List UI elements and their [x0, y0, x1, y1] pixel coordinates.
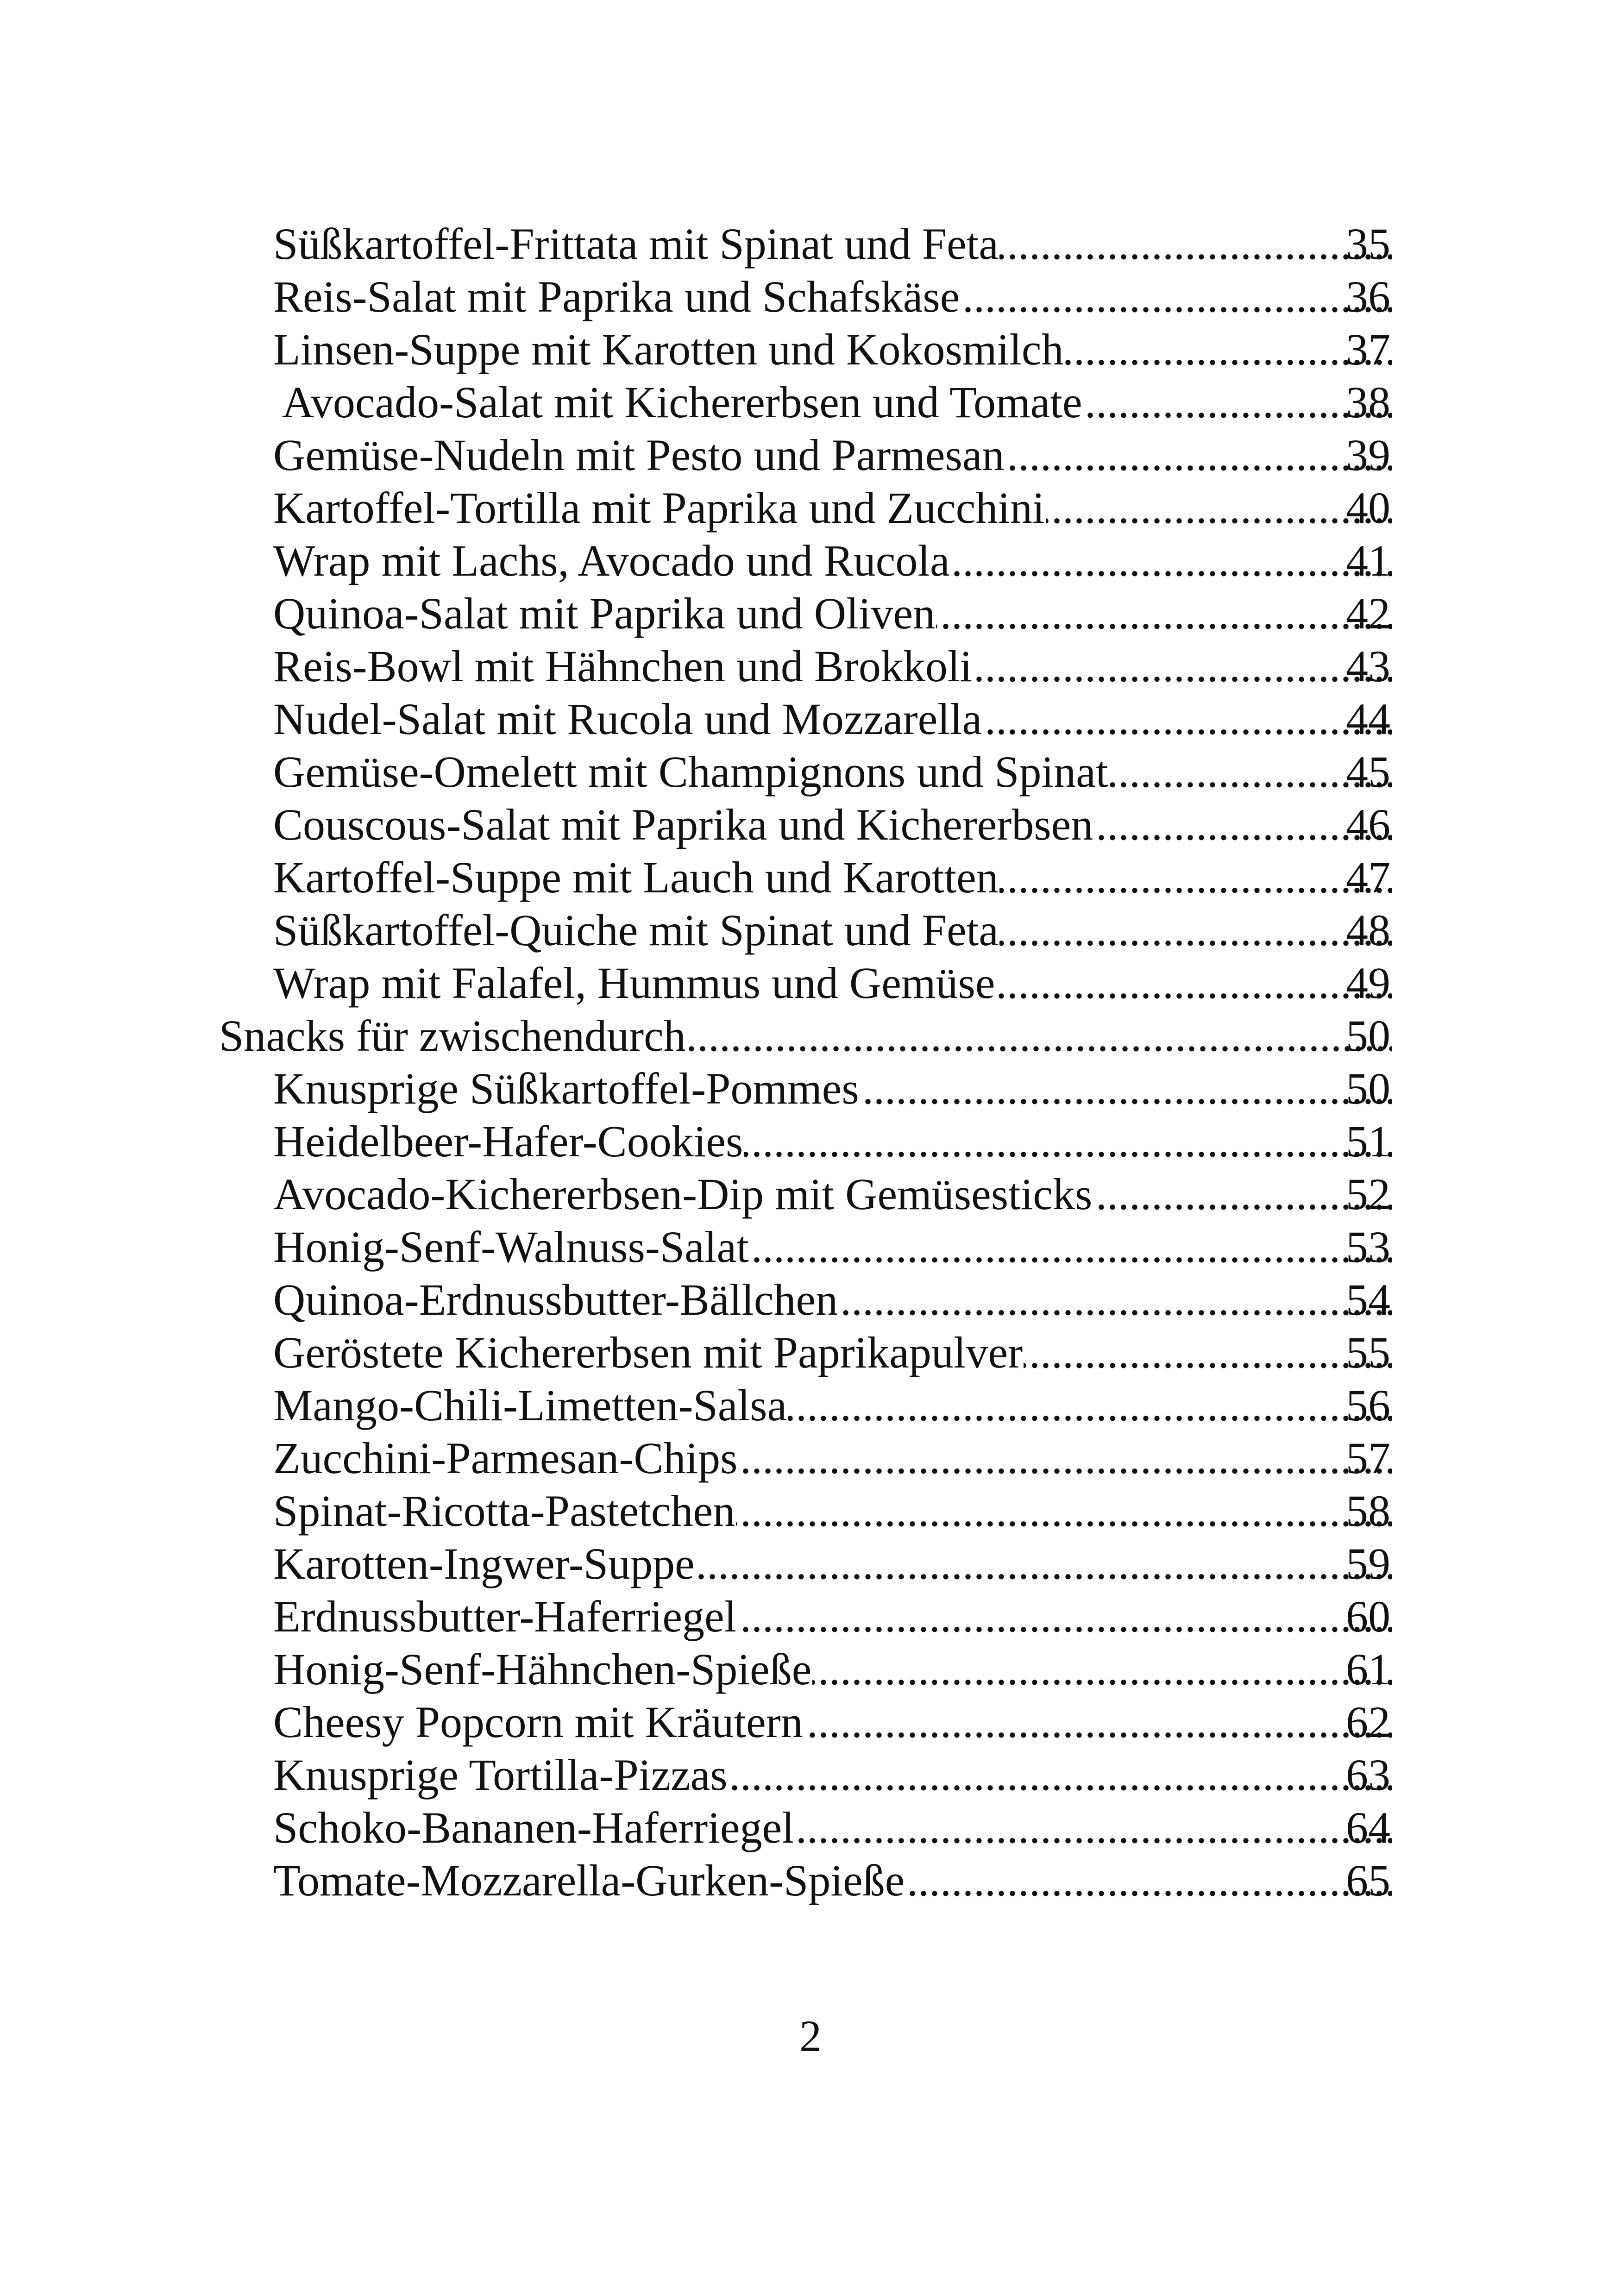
toc-entry[interactable] [0, 323, 1621, 376]
toc-entry[interactable] [0, 1168, 1621, 1221]
toc-entry-title [273, 376, 1392, 429]
toc-entry-title-text: Spinat-Ricotta-Pastetchen [273, 1486, 735, 1536]
toc-entry-title-text: Quinoa-Salat mit Paprika und Oliven [273, 589, 936, 638]
toc-entry[interactable] [0, 1643, 1621, 1696]
toc-entry[interactable] [0, 1379, 1621, 1432]
toc-entry-page-number: 52 [1346, 1169, 1390, 1219]
toc-entry[interactable] [0, 587, 1621, 640]
toc-entry-title [273, 323, 1392, 376]
toc-entry-page-number: 56 [1346, 1380, 1390, 1430]
toc-entry[interactable] [0, 1062, 1621, 1115]
toc-entry[interactable] [0, 1854, 1621, 1907]
toc-entry-title [273, 1696, 1392, 1749]
toc-entry-page-number: 53 [1346, 1222, 1390, 1272]
toc-entry[interactable] [0, 1221, 1621, 1273]
toc-entry-title [273, 1801, 1392, 1854]
toc-entry[interactable] [0, 1590, 1621, 1643]
toc-entry[interactable] [0, 693, 1621, 746]
toc-entry-page-number: 43 [1346, 641, 1390, 691]
toc-entry-title [273, 429, 1392, 482]
toc-entry-title-text: Knusprige Süßkartoffel-Pommes [273, 1064, 859, 1113]
toc-entry-page-number: 57 [1346, 1433, 1390, 1483]
toc-entry-title [273, 640, 1392, 693]
toc-entry-title [273, 482, 1392, 534]
toc-entry-page-number: 54 [1346, 1275, 1390, 1324]
toc-entry[interactable] [0, 904, 1621, 957]
toc-entry-page-number: 41 [1346, 536, 1390, 585]
toc-entry-page-number: 60 [1346, 1592, 1390, 1641]
toc-entry[interactable] [0, 1801, 1621, 1854]
toc-entry-page-number: 39 [1346, 430, 1390, 480]
toc-entry[interactable] [0, 1696, 1621, 1749]
toc-entry-title-text: Geröstete Kichererbsen mit Paprikapulver [273, 1328, 1023, 1377]
toc-entry-title [273, 746, 1392, 798]
toc-entry-page-number: 49 [1346, 958, 1390, 1008]
toc-entry-title-text: Erdnussbutter-Haferriegel [273, 1592, 737, 1641]
toc-entry-page-number: 61 [1346, 1644, 1390, 1694]
toc-entry-title [273, 1326, 1392, 1379]
toc-entry-title-text: Avocado-Salat mit Kichererbsen und Tomate [273, 377, 1082, 427]
toc-entry-title [273, 1485, 1392, 1537]
toc-entry[interactable] [0, 534, 1621, 587]
toc-entry-page-number: 47 [1346, 853, 1390, 902]
toc-entry-page-number: 45 [1346, 747, 1390, 797]
toc-entry-title-text: Avocado-Kichererbsen-Dip mit Gemüsesticks [273, 1169, 1093, 1219]
toc-entry-page-number: 50 [1346, 1011, 1390, 1060]
toc-entry-title [273, 270, 1392, 323]
toc-entry-page-number: 64 [1346, 1803, 1390, 1852]
toc-entry-page-number: 38 [1346, 377, 1390, 427]
toc-entry[interactable] [0, 851, 1621, 904]
toc-entry-title-text: Honig-Senf-Hähnchen-Spieße [273, 1644, 812, 1694]
toc-entry-page-number: 44 [1346, 694, 1390, 744]
toc-entry[interactable] [0, 1485, 1621, 1537]
toc-entry-title-text: Süßkartoffel-Quiche mit Spinat und Feta [273, 905, 999, 955]
toc-entry-page-number: 48 [1346, 905, 1390, 955]
toc-entry-page-number: 35 [1346, 219, 1390, 269]
toc-entry-page-number: 59 [1346, 1539, 1390, 1588]
toc-entry-title-text: Snacks für zwischendurch [219, 1011, 686, 1060]
toc-entry[interactable] [0, 1537, 1621, 1590]
toc-entry-title-text: Gemüse-Nudeln mit Pesto und Parmesan [273, 430, 1005, 480]
toc-entry-page-number: 51 [1346, 1117, 1390, 1166]
toc-entry[interactable] [0, 1749, 1621, 1801]
toc-entry-title [273, 534, 1392, 587]
toc-entry-title-text: Wrap mit Falafel, Hummus und Gemüse [273, 958, 995, 1008]
toc-entry[interactable] [0, 1115, 1621, 1168]
toc-entry-page-number: 63 [1346, 1750, 1390, 1800]
toc-entry-title [273, 1590, 1392, 1643]
toc-entry-title-text: Süßkartoffel-Frittata mit Spinat und Feta [273, 219, 999, 269]
toc-entry-page-number: 40 [1346, 483, 1390, 533]
toc-entry-title-text: Kartoffel-Tortilla mit Paprika und Zucchini [273, 483, 1045, 533]
toc-entry-title [273, 904, 1392, 957]
toc-entry[interactable] [0, 429, 1621, 482]
toc-entry-title [273, 957, 1392, 1010]
toc-entry-title-text: Knusprige Tortilla-Pizzas [273, 1750, 728, 1800]
toc-entry[interactable] [0, 798, 1621, 851]
toc-entry[interactable] [0, 640, 1621, 693]
toc-entry-page-number: 58 [1346, 1486, 1390, 1536]
toc-entry-title-text: Cheesy Popcorn mit Kräutern [273, 1697, 803, 1747]
toc-entry-title [273, 218, 1392, 270]
toc-entry-title [273, 1749, 1392, 1801]
toc-entry-title [273, 1854, 1392, 1907]
toc-entry-title-text: Wrap mit Lachs, Avocado und Rucola [273, 536, 950, 585]
toc-entry-title-text: Quinoa-Erdnussbutter-Bällchen [273, 1275, 838, 1324]
toc-entry-title-text: Honig-Senf-Walnuss-Salat [273, 1222, 749, 1272]
toc-entry-page-number: 65 [1346, 1856, 1390, 1905]
toc-entry[interactable] [0, 218, 1621, 270]
toc-entry-title [273, 1537, 1392, 1590]
toc-entry-page-number: 62 [1346, 1697, 1390, 1747]
toc-entry-title [273, 851, 1392, 904]
toc-entry-title-text: Linsen-Suppe mit Karotten und Kokosmilch [273, 325, 1064, 374]
toc-entry-page-number: 46 [1346, 800, 1390, 849]
toc-entry-title-text: Karotten-Ingwer-Suppe [273, 1539, 695, 1588]
toc-entry-title-text: Kartoffel-Suppe mit Lauch und Karotten [273, 853, 999, 902]
toc-section-heading[interactable] [0, 1010, 1621, 1062]
toc-entry-page-number: 37 [1346, 325, 1390, 374]
toc-entry-title [273, 1379, 1392, 1432]
toc-entry-title-text: Reis-Bowl mit Hähnchen und Brokkoli [273, 641, 973, 691]
toc-entry-title [273, 1643, 1392, 1696]
toc-entry-title [273, 1273, 1392, 1326]
toc-entry-title-text: Couscous-Salat mit Paprika und Kichererbsen [273, 800, 1093, 849]
toc-entry-title-text: Gemüse-Omelett mit Champignons und Spinat [273, 747, 1108, 797]
toc-entry-title [219, 1010, 1392, 1062]
toc-entry[interactable] [0, 746, 1621, 798]
toc-entry-page-number: 42 [1346, 589, 1390, 638]
toc-entry-title-text: Schoko-Bananen-Haferriegel [273, 1803, 794, 1852]
toc-entry-page-number: 50 [1346, 1064, 1390, 1113]
toc-entry-title [273, 693, 1392, 746]
toc-entry[interactable] [0, 1432, 1621, 1485]
toc-entry-title [273, 798, 1392, 851]
toc-entry-page-number: 55 [1346, 1328, 1390, 1377]
table-of-contents [0, 218, 1621, 1907]
toc-entry[interactable] [0, 482, 1621, 534]
toc-entry-title [273, 1115, 1392, 1168]
toc-entry-title [273, 1062, 1392, 1115]
toc-entry-page-number: 36 [1346, 272, 1390, 321]
toc-entry-title-text: Tomate-Mozzarella-Gurken-Spieße [273, 1856, 905, 1905]
page-number: 2 [799, 2011, 822, 2061]
toc-entry-title [273, 1168, 1392, 1221]
toc-entry-title-text: Mango-Chili-Limetten-Salsa [273, 1380, 787, 1430]
toc-entry-title [273, 587, 1392, 640]
toc-entry[interactable] [0, 376, 1621, 429]
toc-entry-title [273, 1432, 1392, 1485]
toc-entry-title [273, 1221, 1392, 1273]
toc-entry-title-text: Zucchini-Parmesan-Chips [273, 1433, 738, 1483]
toc-entry[interactable] [0, 957, 1621, 1010]
toc-entry[interactable] [0, 270, 1621, 323]
toc-entry-title-text: Heidelbeer-Hafer-Cookies [273, 1117, 743, 1166]
toc-entry-title-text: Reis-Salat mit Paprika und Schafskäse [273, 272, 960, 321]
toc-entry-title-text: Nudel-Salat mit Rucola und Mozzarella [273, 694, 982, 744]
toc-entry[interactable] [0, 1273, 1621, 1326]
toc-entry[interactable] [0, 1326, 1621, 1379]
